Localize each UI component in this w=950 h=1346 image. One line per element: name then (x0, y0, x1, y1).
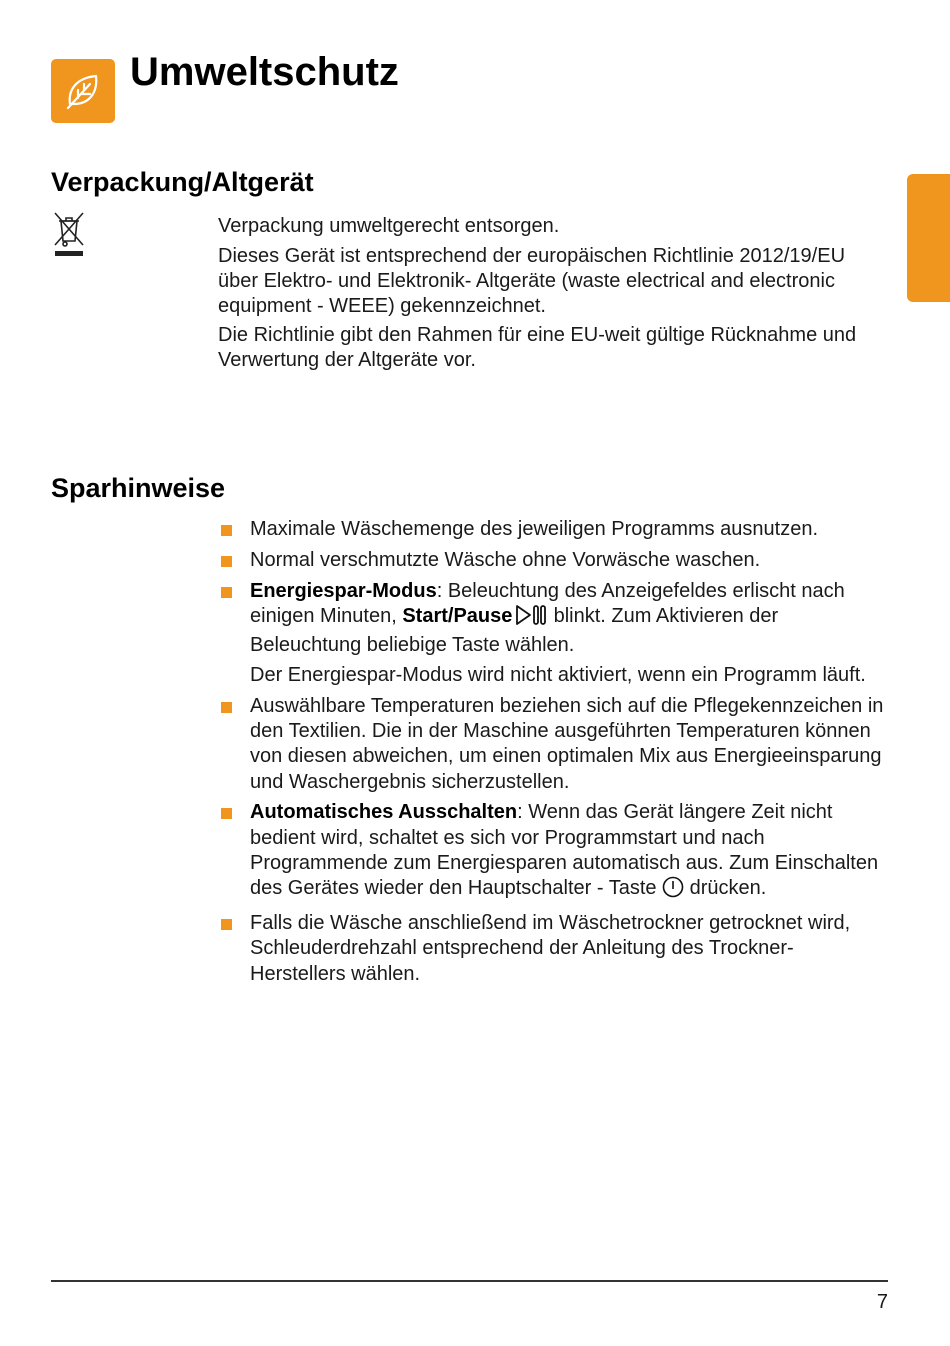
square-bullet-icon (221, 525, 232, 536)
chapter-tab (907, 174, 950, 302)
list-item (218, 911, 888, 987)
footer-divider (51, 1280, 888, 1282)
start-pause-icon (514, 604, 548, 633)
paragraph: Dieses Gerät ist entsprechend der europäischen Richtlinie 2012/19/EU über Elektro- und Elektronik- Altgeräte (waste electrical and electronic equipment - WEEE) gekennzeichnet. (218, 244, 846, 317)
text-run: drücken. (684, 877, 767, 900)
square-bullet-icon (221, 919, 232, 930)
bold-term: Energiespar-Modus (250, 579, 437, 602)
square-bullet-icon (221, 556, 232, 567)
item-subtext: Der Energiespar-Modus wird nicht aktiviert, wenn ein Programm läuft. (250, 663, 866, 686)
text-run: : Beleuchtung des Anzeigefeldes erlischt nach einigen Minuten, (250, 579, 845, 627)
item-text: Normal verschmutzte Wäsche ohne Vorwäsche waschen. (250, 548, 761, 571)
square-bullet-icon (221, 702, 232, 713)
square-bullet-icon (221, 808, 232, 819)
text-run: : Wenn das Gerät längere Zeit nicht bedient wird, schaltet es sich vor Programmstart und nach Programmende zum Energiesparen automatisch aus. Zum Einschalten des Gerätes wieder den Hauptschalter - Taste (250, 801, 879, 900)
page-number: 7 (876, 1291, 888, 1313)
item-text (250, 800, 888, 905)
list-item (218, 694, 888, 795)
packaging-text (218, 214, 878, 378)
section-heading-packaging: Verpackung/Altgerät (51, 167, 314, 197)
list-item (218, 579, 888, 689)
power-icon (662, 876, 684, 905)
item-text: Falls die Wäsche anschließend im Wäschetrockner getrocknet wird, Schleuderdrehzahl entsprechend der Anleitung des Trockner-Herstellers wählen. (250, 912, 851, 985)
list-item (218, 548, 888, 573)
paragraph: Verpackung umweltgerecht entsorgen. (218, 215, 560, 237)
paragraph: Die Richtlinie gibt den Rahmen für eine EU-weit gültige Rücknahme und Verwertung der Altgeräte vor. (218, 324, 857, 371)
item-text: Maximale Wäschemenge des jeweiligen Programms ausnutzen. (250, 518, 819, 540)
crossed-out-wheelie-bin-icon (53, 211, 85, 264)
list-item (218, 517, 888, 542)
square-bullet-icon (221, 587, 232, 598)
section-heading-tips: Sparhinweise (51, 473, 226, 503)
page-title: Umweltschutz (130, 50, 399, 94)
item-text: Auswählbare Temperaturen beziehen sich auf die Pflegekennzeichen in den Textilien. Die in der Maschine ausgeführten Temperaturen können von diesen abweichen, um einen optimalen Mix aus Energieeinsparung und Waschergebnis sicherzustellen. (250, 694, 884, 793)
bold-term: Start/Pause (402, 604, 513, 627)
text-run: blinkt. Zum Aktivieren der Beleuchtung beliebige Taste wählen. (250, 604, 779, 657)
item-text (250, 579, 888, 659)
leaf-icon (51, 59, 115, 123)
list-item (218, 800, 888, 905)
tips-list (218, 517, 888, 993)
bold-term: Automatisches Ausschalten (250, 801, 518, 824)
